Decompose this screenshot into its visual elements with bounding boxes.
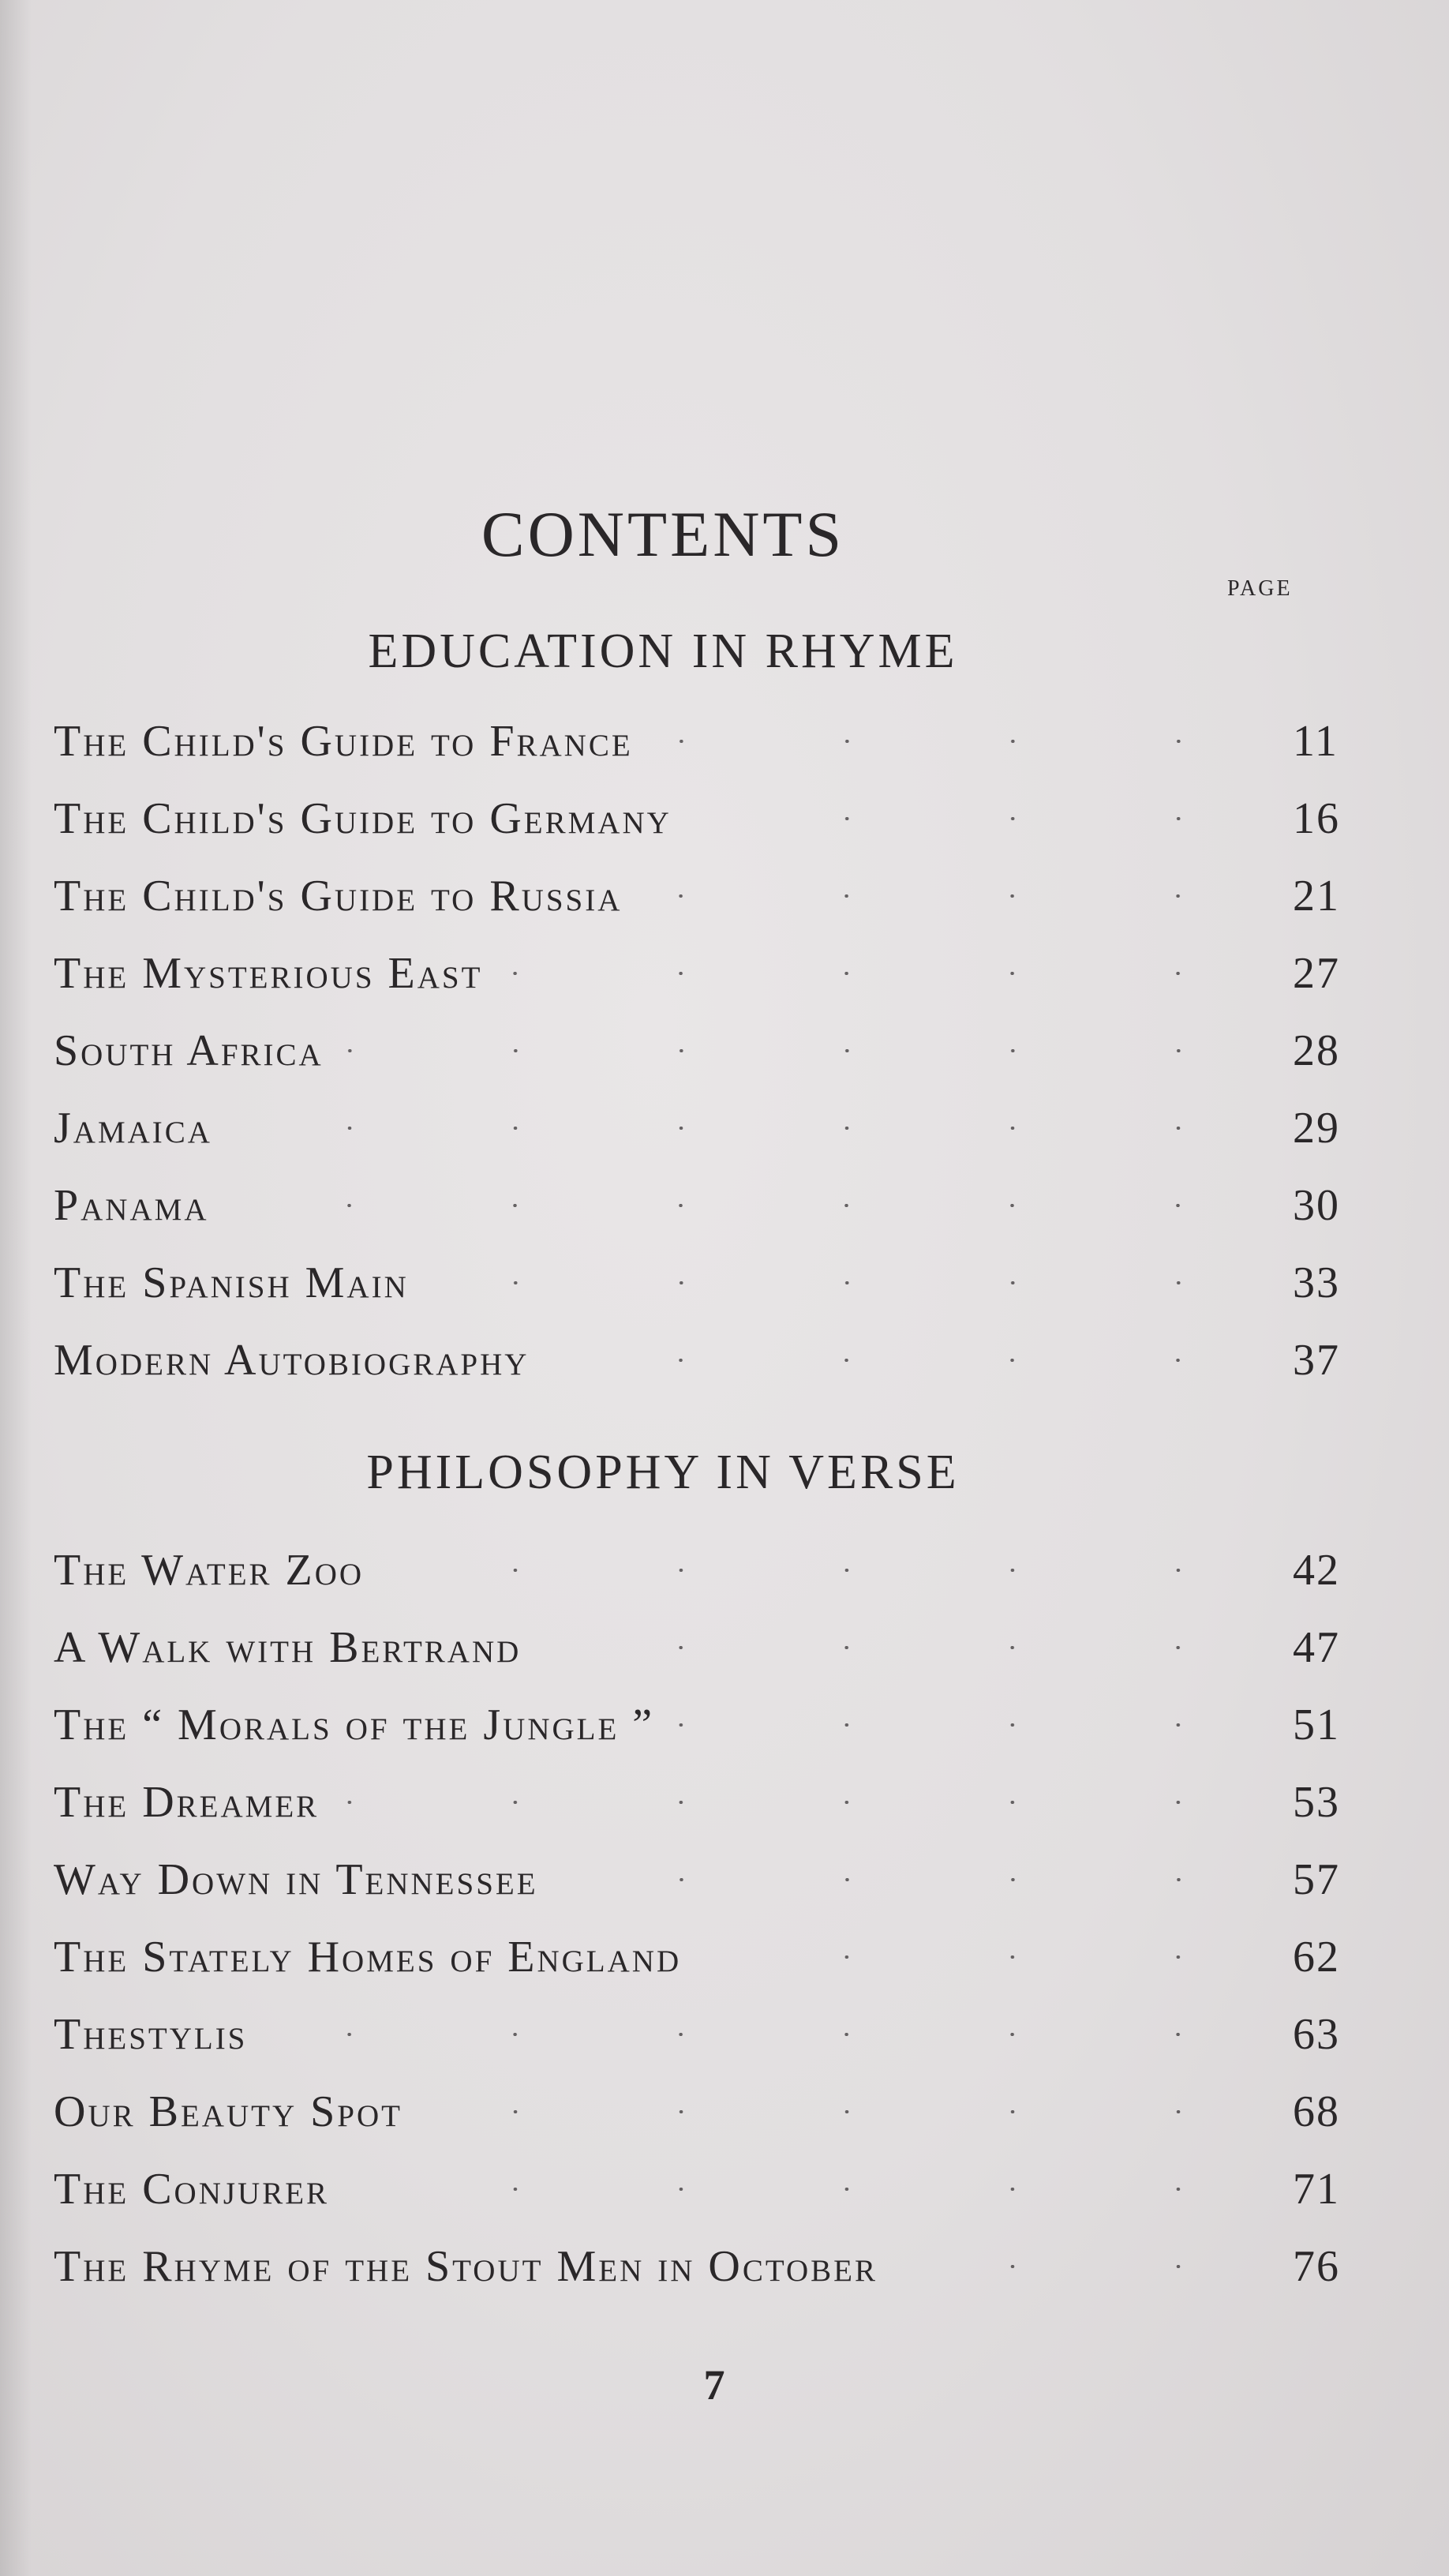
toc-entry-title: The Rhyme of the Stout Men in October [54, 2242, 878, 2291]
toc-entry [54, 1996, 1364, 2073]
toc-entry [54, 1244, 1364, 1322]
toc-list-philosophy [54, 1532, 1364, 2305]
dot-leader [901, 2265, 1261, 2268]
toc-entry [54, 935, 1364, 1012]
dot-leader [545, 1646, 1261, 1649]
section-heading-education: EDUCATION IN RHYME [368, 624, 958, 678]
toc-entry [54, 1918, 1364, 1996]
toc-entry-page: 53 [1293, 1778, 1340, 1827]
dot-leader [432, 1281, 1261, 1284]
dot-leader [678, 1723, 1261, 1727]
toc-entry-title: Panama [54, 1181, 209, 1230]
toc-entry [54, 780, 1364, 857]
toc-entry [54, 1167, 1364, 1244]
toc-entry [54, 1089, 1364, 1167]
toc-entry [54, 1686, 1364, 1764]
toc-entry [54, 1322, 1364, 1399]
page-number: 7 [703, 2361, 725, 2409]
toc-entry-title: The Child's Guide to France [54, 717, 633, 766]
toc-entry-page: 42 [1293, 1546, 1340, 1595]
toc-entry [54, 1532, 1364, 1609]
toc-entry-page: 71 [1293, 2165, 1340, 2214]
dot-leader [232, 1204, 1261, 1207]
toc-entry-page: 29 [1293, 1104, 1340, 1153]
toc-entry-page: 21 [1293, 872, 1340, 921]
toc-entry [54, 2150, 1364, 2228]
toc-entry-page: 28 [1293, 1026, 1340, 1075]
page-column-label: PAGE [1227, 576, 1293, 601]
dot-leader [271, 2033, 1261, 2036]
dot-leader [552, 1359, 1261, 1362]
toc-list-education [54, 703, 1364, 1399]
section-heading-philosophy: PHILOSOPHY IN VERSE [366, 1445, 960, 1499]
toc-entry [54, 703, 1364, 780]
toc-entry [54, 857, 1364, 935]
toc-entry-page: 76 [1293, 2242, 1340, 2291]
page-title: CONTENTS [481, 498, 845, 570]
spine-shadow [0, 0, 32, 2576]
dot-leader [347, 1049, 1261, 1052]
toc-entry-title: The Stately Homes of England [54, 1933, 682, 1982]
toc-entry [54, 1012, 1364, 1089]
toc-entry [54, 1609, 1364, 1686]
toc-entry-title: The Spanish Main [54, 1258, 409, 1307]
toc-entry-page: 30 [1293, 1181, 1340, 1230]
dot-leader [657, 740, 1261, 743]
toc-entry-title: A Walk with Bertrand [54, 1623, 522, 1672]
toc-entry-page: 57 [1293, 1855, 1340, 1904]
toc-entry [54, 2073, 1364, 2150]
toc-entry-title: The Water Zoo [54, 1546, 365, 1595]
toc-entry-title: Way Down in Tennessee [54, 1855, 538, 1904]
toc-entry-page: 37 [1293, 1336, 1340, 1385]
toc-entry-title: The Child's Guide to Germany [54, 794, 672, 843]
toc-entry-page: 11 [1293, 717, 1339, 766]
toc-entry-title: The Dreamer [54, 1778, 320, 1827]
toc-entry-title: Thestylis [54, 2010, 248, 2059]
toc-entry-page: 68 [1293, 2087, 1340, 2136]
toc-entry [54, 1841, 1364, 1918]
toc-entry-title: The Conjurer [54, 2165, 330, 2214]
dot-leader [646, 894, 1261, 898]
toc-entry-title: Modern Autobiography [54, 1336, 530, 1385]
dot-leader [506, 972, 1261, 975]
dot-leader [426, 2110, 1261, 2113]
toc-entry-page: 27 [1293, 949, 1340, 998]
toc-entry-title: Our Beauty Spot [54, 2087, 402, 2136]
toc-entry-page: 63 [1293, 2010, 1340, 2059]
dot-leader [236, 1127, 1261, 1130]
dot-leader [388, 1569, 1261, 1572]
toc-entry-title: South Africa [54, 1026, 324, 1075]
dot-leader [695, 817, 1261, 820]
dot-leader [343, 1801, 1261, 1804]
toc-entry-page: 47 [1293, 1623, 1340, 1672]
toc-entry [54, 2228, 1364, 2305]
toc-entry-page: 16 [1293, 794, 1340, 843]
dot-leader [353, 2188, 1261, 2191]
toc-entry-title: The Mysterious East [54, 949, 483, 998]
toc-entry-page: 33 [1293, 1258, 1340, 1307]
dot-leader [705, 1955, 1261, 1959]
toc-entry-page: 51 [1293, 1700, 1340, 1749]
toc-entry [54, 1764, 1364, 1841]
dot-leader [562, 1878, 1261, 1881]
toc-entry-title: The “ Morals of the Jungle ” [54, 1700, 655, 1749]
toc-entry-page: 62 [1293, 1933, 1340, 1982]
toc-entry-title: The Child's Guide to Russia [54, 872, 623, 921]
toc-entry-title: Jamaica [54, 1104, 212, 1153]
